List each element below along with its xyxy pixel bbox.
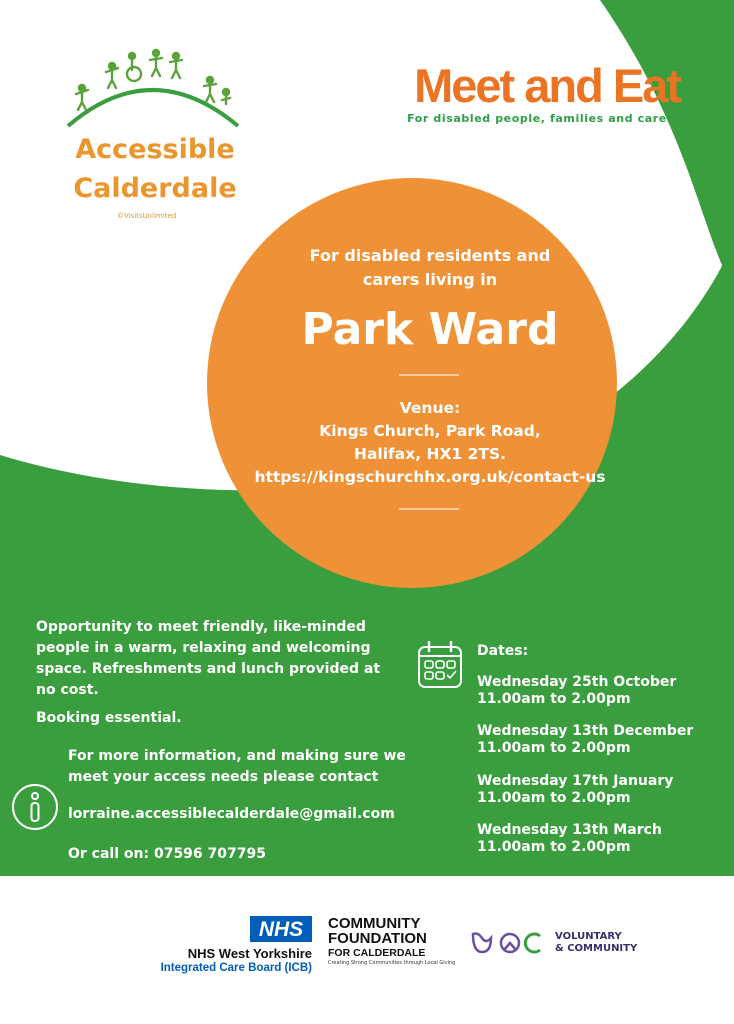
date-time: 11.00am to 2.00pm <box>477 839 631 855</box>
accessible-calderdale-logo <box>60 48 245 130</box>
logo-line-2: Calderdale <box>73 173 237 204</box>
page-title: Meet and Eat <box>414 59 680 112</box>
vc-line-2: & COMMUNITY <box>555 943 638 954</box>
contact-email[interactable]: lorraine.accessiblecalderdale@gmail.com <box>68 806 395 822</box>
venue-line-2: Halifax, HX1 2TS. <box>353 445 507 463</box>
date-day: Wednesday 25th October <box>477 674 677 690</box>
intro-line-1: For disabled residents and <box>309 246 551 265</box>
logo-line-1: Accessible <box>75 134 235 165</box>
description-line: no cost. <box>36 682 99 698</box>
date-day: Wednesday 17th January <box>477 773 674 789</box>
date-time: 11.00am to 2.00pm <box>477 790 631 806</box>
ward-name: Park Ward <box>301 304 559 355</box>
venue-line-1: Kings Church, Park Road, <box>319 422 541 440</box>
description-line: Opportunity to meet friendly, like-minded <box>36 619 366 635</box>
page-subtitle: For disabled people, families and carers <box>407 112 680 125</box>
info-icon <box>10 782 60 832</box>
voluntary-community-logo <box>555 931 637 955</box>
cf-line-3: FOR CALDERDALE <box>328 947 426 959</box>
date-time: 11.00am to 2.00pm <box>477 740 631 756</box>
nhs-org-name: NHS West Yorkshire <box>187 946 312 961</box>
divider-top <box>399 374 459 376</box>
venue-block <box>200 397 660 489</box>
date-item <box>477 822 727 856</box>
cf-tagline: Creating Strong Communities through Local Giving <box>328 960 456 966</box>
nhs-logo: NHS <box>250 916 312 942</box>
more-info <box>68 746 428 788</box>
orange-circle <box>207 178 617 588</box>
contact-phone: Or call on: 07596 707795 <box>68 846 266 862</box>
calendar-icon <box>416 640 464 690</box>
description-line: space. Refreshments and lunch provided at <box>36 661 381 677</box>
cf-line-1: COMMUNITY <box>328 915 421 932</box>
divider-bottom <box>399 508 459 510</box>
booking-note: Booking essential. <box>36 710 182 726</box>
intro-line-2: carers living in <box>362 270 498 289</box>
venue-label: Venue: <box>399 399 461 417</box>
date-day: Wednesday 13th March <box>477 822 662 838</box>
dates-heading: Dates: <box>477 643 529 659</box>
vc-line-1: VOLUNTARY <box>555 931 622 942</box>
date-day: Wednesday 13th December <box>477 723 694 739</box>
date-item <box>477 723 727 757</box>
description <box>36 617 406 701</box>
description-line: people in a warm, relaxing and welcoming <box>36 640 371 656</box>
date-item <box>477 674 727 708</box>
more-info-line-1: For more information, and making sure we <box>68 748 406 764</box>
cf-line-2: FOUNDATION <box>328 930 427 947</box>
community-foundation-logo <box>328 916 427 946</box>
nhs-icb-name: Integrated Care Board (ICB) <box>160 962 312 974</box>
date-time: 11.00am to 2.00pm <box>477 691 631 707</box>
logo-copyright: ©VisitsUnlimited <box>117 212 177 220</box>
audience-intro <box>280 244 580 292</box>
more-info-line-2: meet your access needs please contact <box>68 769 379 785</box>
venue-url[interactable]: https://kingschurchhx.org.uk/contact-us <box>254 468 606 486</box>
date-item <box>477 773 727 807</box>
voluntary-community-icon <box>470 928 550 956</box>
